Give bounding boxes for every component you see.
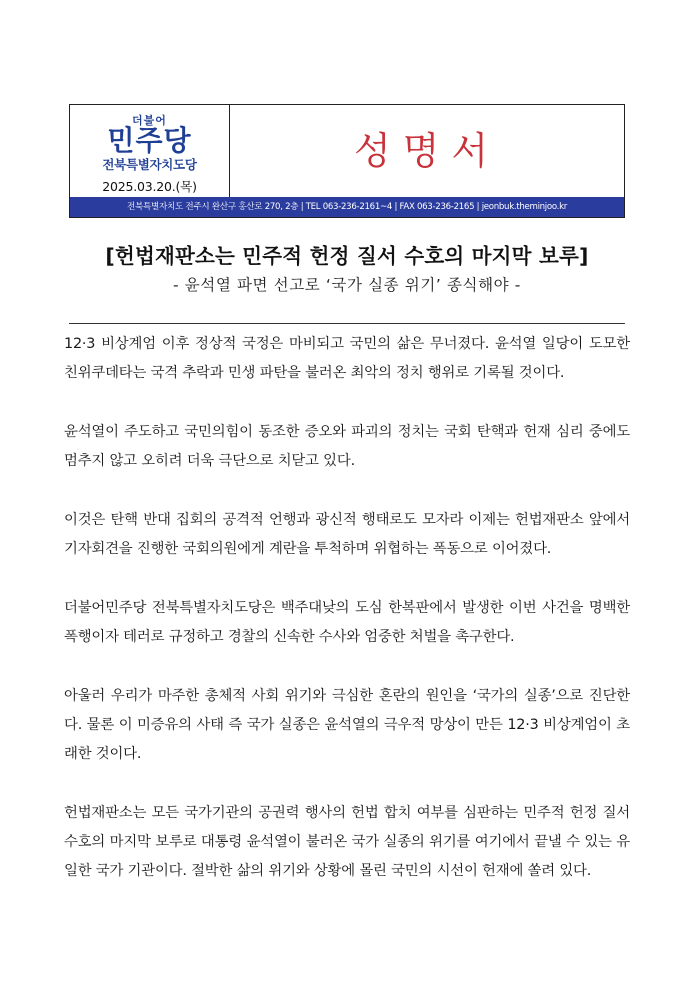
- logo-party-name: 민주당: [107, 124, 192, 157]
- paragraph: 더불어민주당 전북특별자치도당은 백주대낮의 도심 한복판에서 발생한 이번 사건을 명백한 폭행이자 테러로 규정하고 경찰의 신속한 수사와 엄중한 처벌을 촉구한다.: [64, 600, 630, 645]
- subheadline: - 윤석열 파면 선고로 ‘국가 실종 위기’ 종식해야 -: [173, 276, 521, 294]
- paragraph: 아울러 우리가 마주한 총체적 사회 위기와 극심한 혼란의 원인을 ‘국가의 실종’으로 진단한다. 물론 이 미증유의 사태 즉 국가 실종은 윤석열의 극우적 망상이 만든 12·3 비상계엄이 초래한 것이다.: [64, 688, 630, 762]
- divider: [69, 323, 625, 324]
- paragraph: 이것은 탄핵 반대 집회의 공격적 언행과 광신적 행태로도 모자라 이제는 헌법재판소 앞에서 기자회견을 진행한 국회의원에게 계란을 투척하며 위협하는 폭동으로 이어졌다.: [64, 512, 630, 557]
- headline: [헌법재판소는 민주적 헌정 질서 수호의 마지막 보루]: [105, 244, 589, 268]
- contact-bar: 전북특별자치도 전주시 완산구 홍산로 270, 2층 | TEL 063-236-2161~4 | FAX 063-236-2165 | jeonbuk.theminjoo.kr: [70, 197, 624, 217]
- paragraph: 윤석열이 주도하고 국민의힘이 동조한 증오와 파괴의 정치는 국회 탄핵과 헌재 심리 중에도 멈추지 않고 오히려 더욱 극단으로 치닫고 있다.: [64, 424, 630, 469]
- statement-body: [64, 330, 630, 916]
- logo-branch-name: 전북특별자치도당: [102, 157, 197, 172]
- paragraph: 12·3 비상계엄 이후 정상적 국정은 마비되고 국민의 삶은 무너졌다. 윤석열 일당이 도모한 친위쿠데타는 국격 추락과 민생 파탄을 불러온 최악의 정치 행위로 기록될 것이다.: [64, 336, 630, 381]
- logo-small-text: 더불어: [132, 114, 167, 127]
- document-title: 성명서: [353, 129, 501, 173]
- paragraph: 헌법재판소는 모든 국가기관의 공권력 행사의 헌법 합치 여부를 심판하는 민주적 헌정 질서 수호의 마지막 보루로 대통령 윤석열이 불러온 국가 실종의 위기를 여기에서 끝낼 수 있는 유일한 국가 기관이다. 절박한 삶의 위기와 상황에 몰린 국민의 시선이 헌재에 쏠려 있다.: [64, 805, 630, 879]
- title-cell: [230, 105, 624, 198]
- issue-date: 2025.03.20.(목): [102, 179, 197, 194]
- statement-header: [69, 104, 625, 218]
- party-logo: [70, 105, 230, 198]
